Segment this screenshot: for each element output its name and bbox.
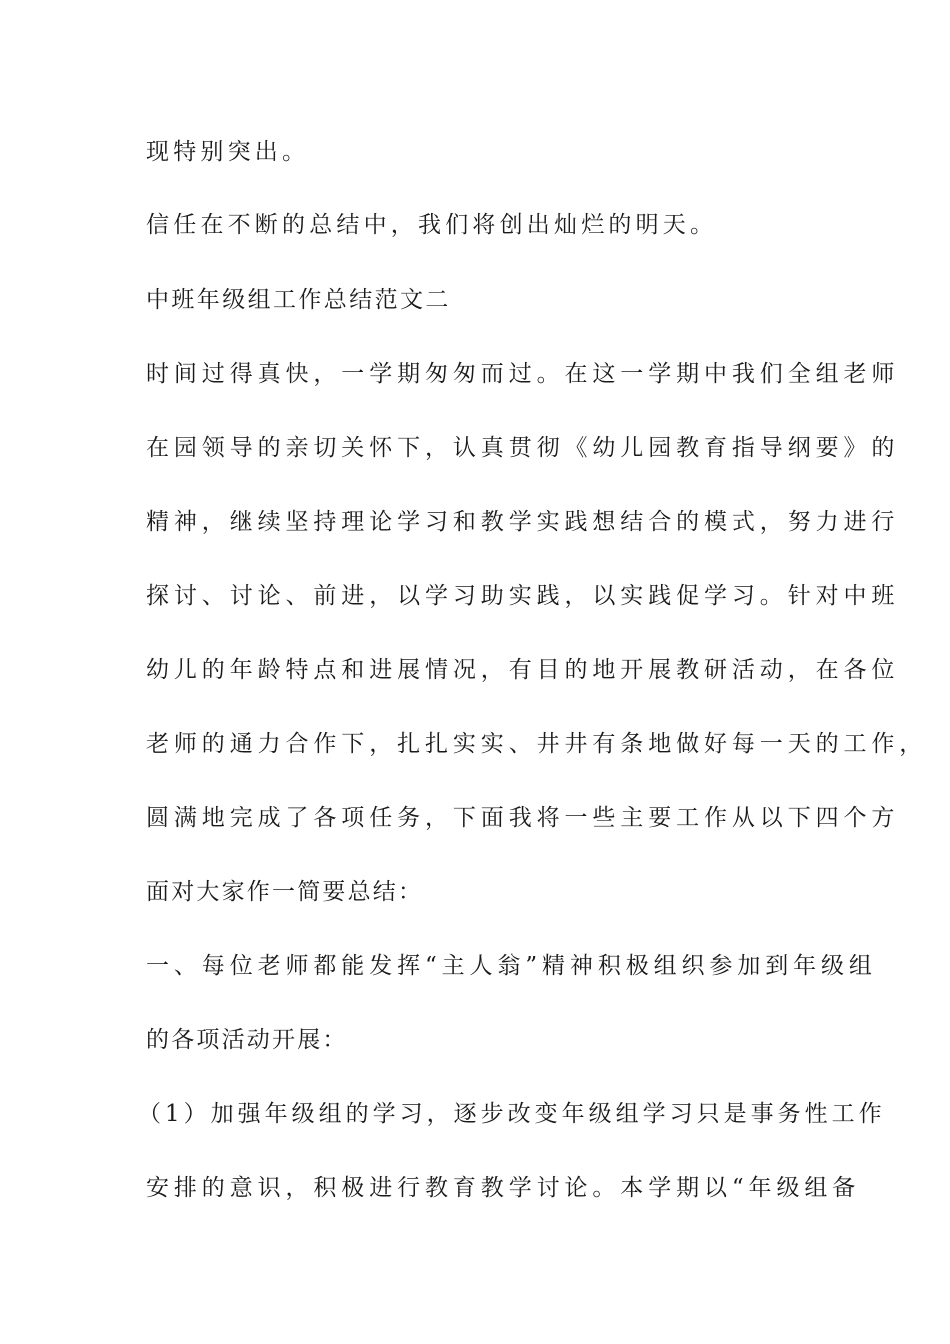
text-line: 安排的意识，积极进行教育教学讨论。本学期以“年级组备 [146,1175,861,1201]
text-line: 在园领导的亲切关怀下，认真贯彻《幼儿园教育指导纲要》的 [146,435,900,461]
text-line: 老师的通力合作下，扎扎实实、井井有条地做好每一天的工作， [146,731,928,757]
text-line: 时间过得真快，一学期匆匆而过。在这一学期中我们全组老师 [146,361,900,387]
text-line: 现特别突出。 [146,139,310,165]
text-line: 的各项活动开展： [146,1027,348,1053]
list-item-text: （1）加强年级组的学习，逐步改变年级组学习只是事务性工作 [138,1101,886,1127]
text-line: 圆满地完成了各项任务，下面我将一些主要工作从以下四个方 [146,805,900,831]
section-title: 中班年级组工作总结范文二 [146,287,451,313]
text-line: 探讨、讨论、前进，以学习助实践，以实践促学习。针对中班 [146,583,900,609]
text-line: 幼儿的年龄特点和进展情况，有目的地开展教研活动，在各位 [146,657,900,683]
subsection-heading: 一、每位老师都能发挥“主人翁”精神积极组织参加到年级组 [146,953,877,979]
text-line: 面对大家作一简要总结： [146,879,424,905]
text-line: 信任在不断的总结中，我们将创出灿烂的明天。 [146,212,718,238]
text-line: 精神，继续坚持理论学习和教学实践想结合的模式，努力进行 [146,509,900,535]
